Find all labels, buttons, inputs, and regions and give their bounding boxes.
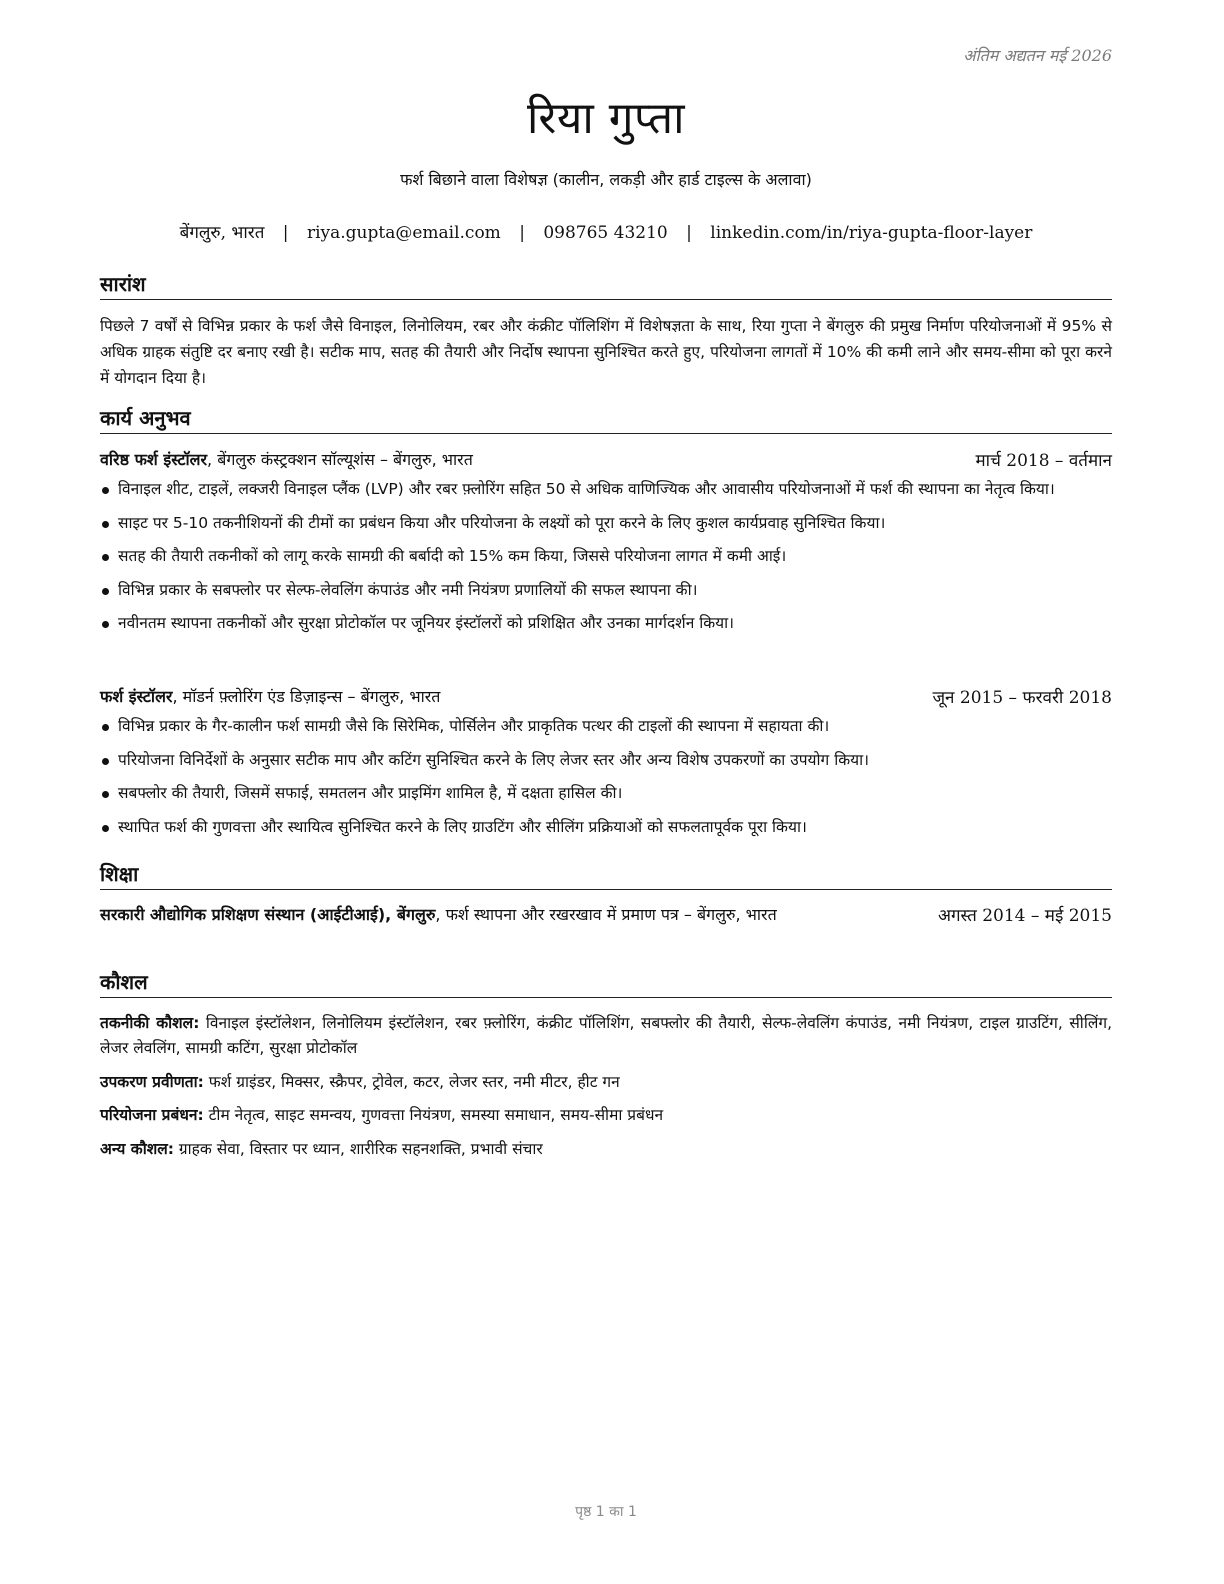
skills-row-other bbox=[100, 1137, 1112, 1162]
job-dates: मार्च 2018 – वर्तमान bbox=[975, 451, 1112, 471]
skills-value: टीम नेतृत्व, साइट समन्वय, गुणवत्ता नियंत्रण, समस्या समाधान, समय-सीमा प्रबंधन bbox=[203, 1106, 664, 1124]
list-item: साइट पर 5-10 तकनीशियनों की टीमों का प्रबंधन किया और परियोजना के लक्ष्यों को पूरा करने के लिए कुशल कार्यप्रवाह सुनिश्चित किया। bbox=[100, 511, 1112, 536]
contact-line bbox=[100, 220, 1112, 243]
job-role: वरिष्ठ फर्श इंस्टॉलर bbox=[100, 450, 208, 469]
section-title-experience: कार्य अनुभव bbox=[100, 404, 1112, 434]
section-title-summary: सारांश bbox=[100, 270, 1112, 300]
contact-separator: | bbox=[282, 223, 289, 243]
job-company: , बेंगलुरु कंस्ट्रक्शन सॉल्यूशंस – बेंगलुरु, भारत bbox=[207, 450, 473, 469]
job-dates: जून 2015 – फरवरी 2018 bbox=[932, 688, 1112, 708]
page-number: पृष्ठ 1 का 1 bbox=[575, 1504, 637, 1520]
job-title-line bbox=[100, 448, 473, 472]
list-item: सतह की तैयारी तकनीकों को लागू करके सामग्री की बर्बादी को 15% कम किया, जिससे परियोजना लागत में कमी आई। bbox=[100, 544, 1112, 569]
candidate-name: रिया गुप्ता bbox=[526, 93, 686, 144]
skills-row-project bbox=[100, 1103, 1112, 1128]
education-line bbox=[100, 903, 777, 927]
job-company: , मॉडर्न फ़्लोरिंग एंड डिज़ाइन्स – बेंगलुरु, भारत bbox=[172, 687, 441, 706]
education-dates: अगस्त 2014 – मई 2015 bbox=[937, 906, 1112, 926]
list-item: सबफ्लोर की तैयारी, जिसमें सफाई, समतलन और प्राइमिंग शामिल है, में दक्षता हासिल की। bbox=[100, 781, 1112, 806]
job-bullets bbox=[100, 714, 1112, 848]
list-item: परियोजना विनिर्देशों के अनुसार सटीक माप और कटिंग सुनिश्चित करने के लिए लेजर स्तर और अन्य विशेष उपकरणों का उपयोग किया। bbox=[100, 748, 1112, 773]
job-header bbox=[100, 448, 1112, 472]
headline: फर्श बिछाने वाला विशेषज्ञ (कालीन, लकड़ी और हार्ड टाइल्स के अलावा) bbox=[400, 170, 812, 189]
skills-label: अन्य कौशल: bbox=[100, 1139, 174, 1158]
summary-text: पिछले 7 वर्षों से विभिन्न प्रकार के फर्श जैसे विनाइल, लिनोलियम, रबर और कंक्रीट पॉलिशिंग में विशेषज्ञता के साथ, रिया गुप्ता ने बेंगलुरु की प्रमुख निर्माण परियोजनाओं में 95% से अधिक ग्राहक संतुष्टि दर बनाए रखी है। सटीक माप, सतह की तैयारी और निर्दोष स्थापना सुनिश्चित करते हुए, परियोजना लागतों में 10% की कमी लाने और समय-सीमा को पूरा करने में योगदान दिया है। bbox=[100, 317, 1112, 387]
section-title-skills: कौशल bbox=[100, 968, 1112, 998]
last-updated: अंतिम अद्यतन मई 2026 bbox=[963, 46, 1112, 65]
skills-value: विनाइल इंस्टॉलेशन, लिनोलियम इंस्टॉलेशन, रबर फ़्लोरिंग, कंक्रीट पॉलिशिंग, सबफ्लोर की तैयारी, सेल्फ-लेवलिंग कंपाउंड, नमी नियंत्रण, टाइल ग्राउटिंग, सीलिंग, लेजर लेवलिंग, सामग्री कटिंग, सुरक्षा प्रोटोकॉल bbox=[100, 1014, 1112, 1057]
list-item: विनाइल शीट, टाइलें, लक्जरी विनाइल प्लैंक (LVP) और रबर फ़्लोरिंग सहित 50 से अधिक वाणिज्यिक और आवासीय परियोजनाओं में फर्श की स्थापना का नेतृत्व किया। bbox=[100, 477, 1112, 502]
skills-value: फर्श ग्राइंडर, मिक्सर, स्क्रैपर, ट्रोवेल, कटर, लेजर स्तर, नमी मीटर, हीट गन bbox=[203, 1072, 620, 1091]
skills-label: परियोजना प्रबंधन: bbox=[100, 1106, 204, 1124]
skills-label: तकनीकी कौशल: bbox=[100, 1014, 200, 1032]
contact-email[interactable]: riya.gupta@email.com bbox=[306, 223, 501, 243]
skills-value: ग्राहक सेवा, विस्तार पर ध्यान, शारीरिक सहनशक्ति, प्रभावी संचार bbox=[173, 1139, 543, 1158]
job-bullets bbox=[100, 477, 1112, 645]
education-detail: , फर्श स्थापना और रखरखाव में प्रमाण पत्र – बेंगलुरु, भारत bbox=[435, 905, 777, 924]
job-title-line bbox=[100, 685, 440, 709]
contact-phone[interactable]: 098765 43210 bbox=[543, 223, 668, 243]
job-role: फर्श इंस्टॉलर bbox=[100, 687, 173, 706]
contact-location: बेंगलुरु, भारत bbox=[179, 223, 265, 243]
list-item: विभिन्न प्रकार के गैर-कालीन फर्श सामग्री जैसे कि सिरेमिक, पोर्सिलेन और प्राकृतिक पत्थर की टाइलों की स्थापना में सहायता की। bbox=[100, 714, 1112, 739]
list-item: नवीनतम स्थापना तकनीकों और सुरक्षा प्रोटोकॉल पर जूनियर इंस्टॉलरों को प्रशिक्षित और उनका मार्गदर्शन किया। bbox=[100, 611, 1112, 636]
skills-label: उपकरण प्रवीणता: bbox=[100, 1072, 204, 1091]
education-entry bbox=[100, 903, 1112, 927]
skills-row-tools bbox=[100, 1070, 1112, 1095]
contact-separator: | bbox=[686, 223, 692, 243]
list-item: विभिन्न प्रकार के सबफ्लोर पर सेल्फ-लेवलिंग कंपाउंड और नमी नियंत्रण प्रणालियों की सफल स्थापना की। bbox=[100, 578, 1112, 603]
job-header bbox=[100, 685, 1112, 709]
section-title-education: शिक्षा bbox=[100, 860, 1112, 890]
contact-separator: | bbox=[519, 223, 525, 243]
list-item: स्थापित फर्श की गुणवत्ता और स्थायित्व सुनिश्चित करने के लिए ग्राउटिंग और सीलिंग प्रक्रियाओं को सफलतापूर्वक पूरा किया। bbox=[100, 815, 1112, 840]
education-institution: सरकारी औद्योगिक प्रशिक्षण संस्थान (आईटीआई), बेंगलुरु bbox=[100, 905, 436, 924]
contact-linkedin[interactable]: linkedin.com/in/riya-gupta-floor-layer bbox=[710, 223, 1033, 243]
skills-row-technical bbox=[100, 1011, 1112, 1061]
skills-list bbox=[100, 1011, 1112, 1170]
